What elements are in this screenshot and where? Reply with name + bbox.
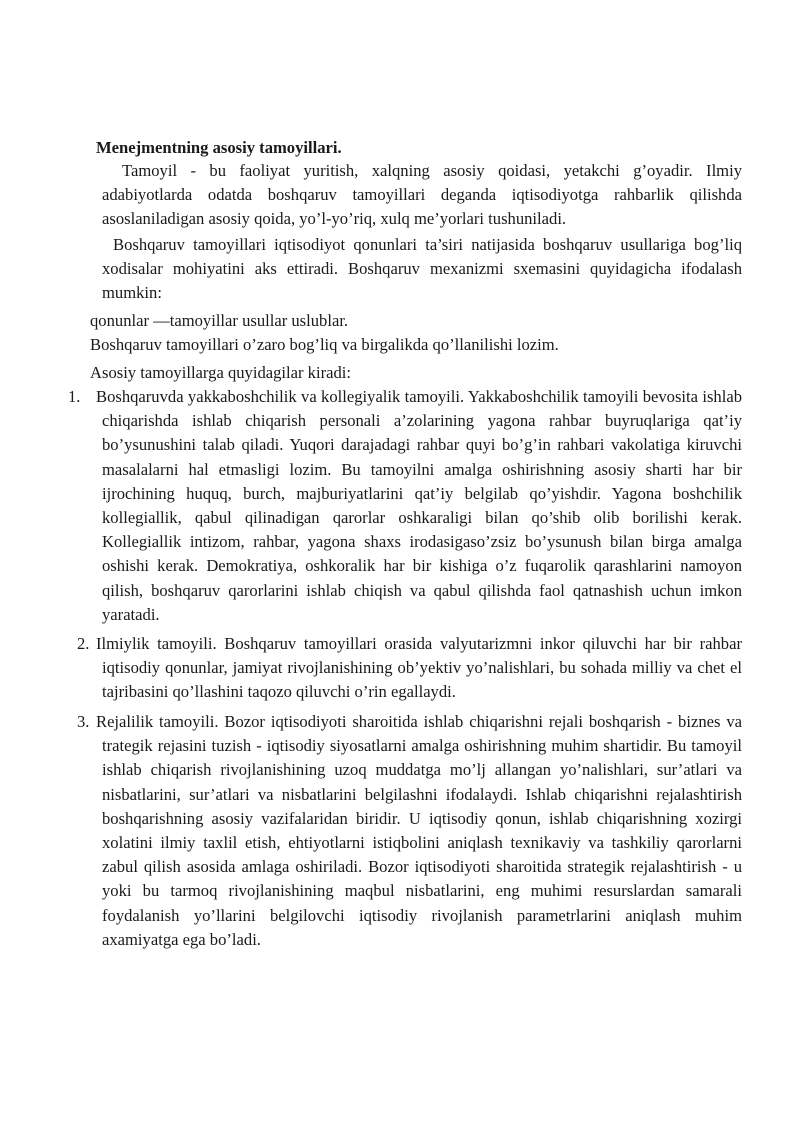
list-item-number: 3.	[77, 712, 90, 731]
list-item	[77, 710, 742, 952]
list-intro: Asosiy tamoyillarga quyidagilar kiradi:	[90, 363, 351, 382]
paragraph-interrelation: Boshqaruv tamoyillari o’zaro bog’liq va birgalikda qo’llanilishi lozim.	[90, 335, 559, 354]
paragraph-mechanism: Boshqaruv tamoyillari iqtisodiyot qonunlari ta’siri natijasida boshqaruv usullariga bog’liq xodisalar mohiyatini aks ettiradi. Boshqaruv mexanizmi sxemasini quyidagicha ifodalash mumkin:	[102, 235, 742, 303]
paragraph-definition: Tamoyil - bu faoliyat yuritish, xalqning asosiy qoidasi, yetakchi g’oyadir. Ilmiy adabiyotlarda odatda boshqaruv tamoyillari deganda iqtisodiyotga rahbarlik qilishda asoslaniladigan asosiy qoida, yo’l-yo’riq, xulq me’yorlari tushuniladi.	[102, 161, 742, 229]
list-item	[68, 385, 742, 627]
list-item-text: Ilmiylik tamoyili. Boshqaruv tamoyillari orasida valyutarizmni inkor qiluvchi har bir rahbar iqtisodiy qonunlar, jamiyat rivojlanishining ob’yektiv yo’nalishlari, bu sohada milliy va chet el tajribasini qo’llashini taqozo qiluvchi o’rin egallaydi.	[96, 634, 742, 702]
scheme-line: qonunlar —tamoyillar usullar uslublar.	[90, 311, 349, 330]
list-item-text: Rejalilik tamoyili. Bozor iqtisodiyoti sharoitida ishlab chiqarishni rejali boshqarish - biznes va trategik rejasini tuzish - iqtisodiy siyosatlarni amalga oshirishning muhim shartidir. Bu tamoyil ishlab chiqarish rivojlanishining uzoq muddatga mo’lj allangan yo’nalishlari, sur’atlari va nisbatlarini, sur’atlari va nisbatlarini belgilashni ifodalaydi. Ishlab chiqarishni rejalashtirish boshqarishning asosiy vazifalaridan biridir. U iqtisodiy qonun, ishlab chiqarishning xozirgi xolatini ilmiy taxlil etish, ehtiyotlarni istiqbolini aniqlash texnikaviy va tashkiliy qarorlarni zabul qilish asosida amlaga oshiriladi. Bozor iqtisodiyoti sharoitida strategik rejalashtirish - u yoki bu tarmoq rivojlanishining maqbul nisbatlarini, eng muhimi resurslardan samarali foydalanish yo’llarini belgilovchi iqtisodiy rivojlanish parametrlarini aniqlash muhim axamiyatga ega bo’ladi.	[96, 712, 742, 949]
list-item	[77, 632, 742, 705]
section-heading: Menejmentning asosiy tamoyillari.	[96, 138, 342, 157]
list-item-text: Boshqaruvda yakkaboshchilik va kollegiyalik tamoyili. Yakkaboshchilik tamoyili bevosita ishlab chiqarishda ishlab chiqarish personali a’zolarining yagona rahbar buyruqlariga qat’iy bo’ysunushini talab qiladi. Yuqori darajadagi rahbar quyi bo’g’in rahbari vakolatiga kiruvchi masalalarni hal etmasligi lozim. Bu tamoyilni amalga oshirishning asosiy sharti har bir ijrochining huquq, burch, majburiyatlarini qat’iy belgilab qo’yishdir. Yagona boshchilik kollegiallik, qabul qilinadigan qarorlar oshkaraligi bilan qo’shib olib borilishi kerak. Kollegiallik intizom, rahbar, yagona shaxs irodasigaso’zsiz bo’ysunush bilan birga amalga oshishi kerak. Demokratiya, oshkoralik har bir kishiga o’z fuqarolik qarashlarini namoyon qilish, boshqaruv qarorlarini ishlab chiqish va qabul qilishda faol qatnashish uchun imkon yaratadi.	[96, 387, 742, 624]
list-item-number: 2.	[77, 634, 90, 653]
list-item-number: 1.	[68, 387, 81, 406]
